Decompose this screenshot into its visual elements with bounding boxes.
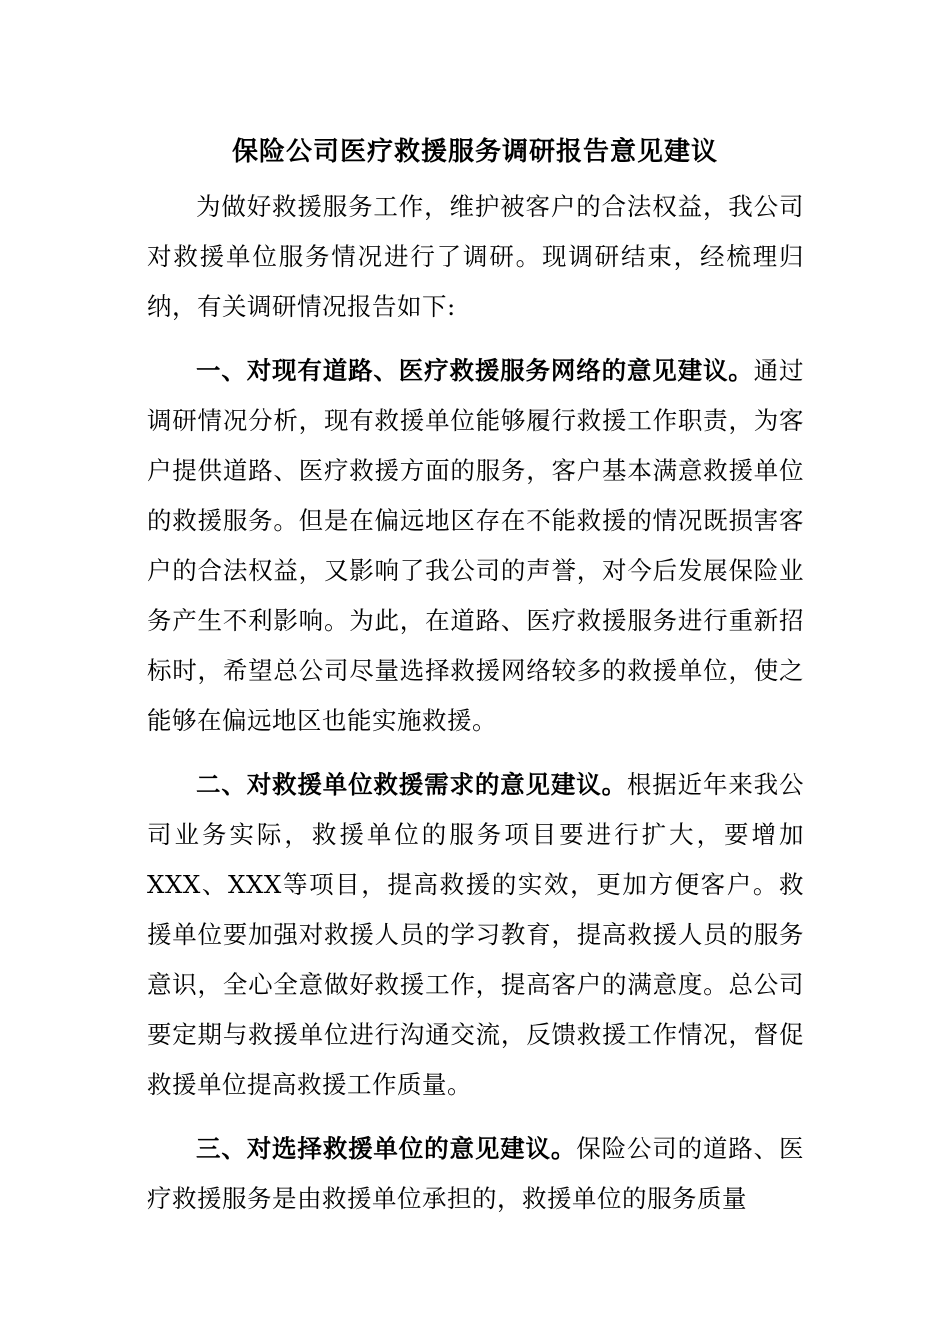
section-heading-2: 二、对救援单位救援需求的意见建议。	[196, 770, 627, 799]
document-body	[147, 182, 804, 1224]
section-paragraph-3	[147, 1124, 804, 1224]
section-paragraph-1	[147, 346, 804, 746]
document-title: 保险公司医疗救援服务调研报告意见建议	[231, 137, 718, 167]
section-text-2: 根据近年来我公司业务实际，救援单位的服务项目要进行扩大，要增加XXX、XXX等项目，提高救援的实效，更加方便客户。救援单位要加强对救援人员的学习教育，提高救援人员的服务意识，全心全意做好救援工作，提高客户的满意度。总公司要定期与救援单位进行沟通交流，反馈救援工作情况，督促救援单位提高救援工作质量。	[147, 770, 805, 1099]
section-text-3: 保险公司的道路、医疗救援服务是由救援单位承担的，救援单位的服务质量	[147, 1134, 805, 1213]
section-heading-1: 一、对现有道路、医疗救援服务网络的意见建议。	[196, 356, 754, 385]
section-heading-3: 三、对选择救援单位的意见建议。	[196, 1134, 577, 1163]
intro-paragraph: 为做好救援服务工作，维护被客户的合法权益，我公司对救援单位服务情况进行了调研。现调研结束，经梳理归纳，有关调研情况报告如下:	[147, 192, 804, 321]
section-text-1: 通过调研情况分析，现有救援单位能够履行救援工作职责，为客户提供道路、医疗救援方面的服务，客户基本满意救援单位的救援服务。但是在偏远地区存在不能救援的情况既损害客户的合法权益，又影响了我公司的声誉，对今后发展保险业务产生不利影响。为此，在道路、医疗救援服务进行重新招标时，希望总公司尽量选择救援网络较多的救援单位，使之能够在偏远地区也能实施救援。	[147, 356, 805, 735]
section-paragraph-2	[147, 760, 804, 1110]
